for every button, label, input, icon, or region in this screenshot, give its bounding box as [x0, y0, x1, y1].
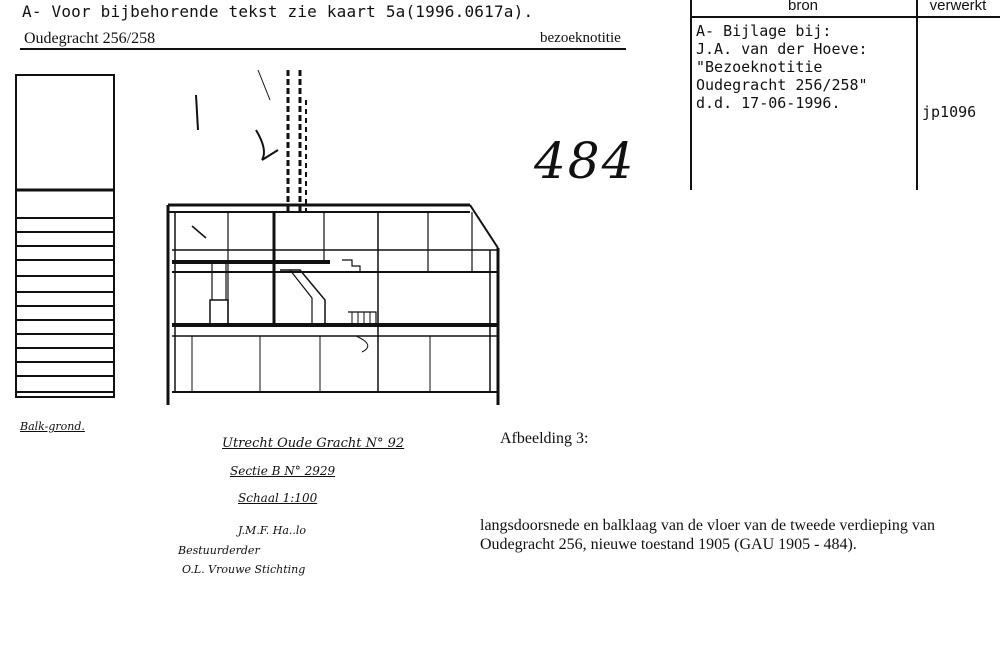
- handwritten-name: O.L. Vrouwe Stichting: [182, 563, 306, 576]
- header-note: A- Voor bijbehorende tekst zie kaart 5a(1996.0617a).: [22, 2, 534, 21]
- sheet-label: Balk-grond.: [20, 420, 85, 433]
- source-table: [690, 0, 1000, 190]
- caption-text: langsdoorsnede en balklaag van de vloer van de tweede verdieping van Oudegracht 256, nieuwe toestand 1905 (GAU 1905 - 484).: [480, 517, 935, 553]
- handwritten-sectie: Sectie B N° 2929: [230, 464, 336, 478]
- handwritten-scale: Schaal 1:100: [238, 491, 318, 505]
- table-left-border: [690, 0, 692, 190]
- table-column-divider: [916, 0, 918, 190]
- handwritten-role: Bestuurderder: [178, 544, 260, 557]
- technical-drawing: [0, 50, 690, 420]
- handwritten-title: Utrecht Oude Gracht N° 92: [222, 436, 405, 451]
- drawing-number: 484: [534, 132, 636, 190]
- document-address: Oudegracht 256/258: [24, 30, 156, 47]
- longitudinal-section: [168, 70, 498, 405]
- column-header-bron: bron: [787, 0, 819, 14]
- beam-plan: [16, 75, 114, 397]
- source-reference: A- Bijlage bij: J.A. van der Hoeve: "Bezoeknotitie Oudegracht 256/258" d.d. 17-06-1996.: [696, 22, 868, 112]
- document-kind: bezoeknotitie: [540, 30, 621, 46]
- handwritten-initials: J.M.F. Ha..lo: [238, 524, 307, 537]
- column-header-verwerkt: verwerkt: [929, 0, 987, 14]
- caption-title: Afbeelding 3:: [500, 430, 589, 447]
- processed-code: jp1096: [922, 103, 977, 121]
